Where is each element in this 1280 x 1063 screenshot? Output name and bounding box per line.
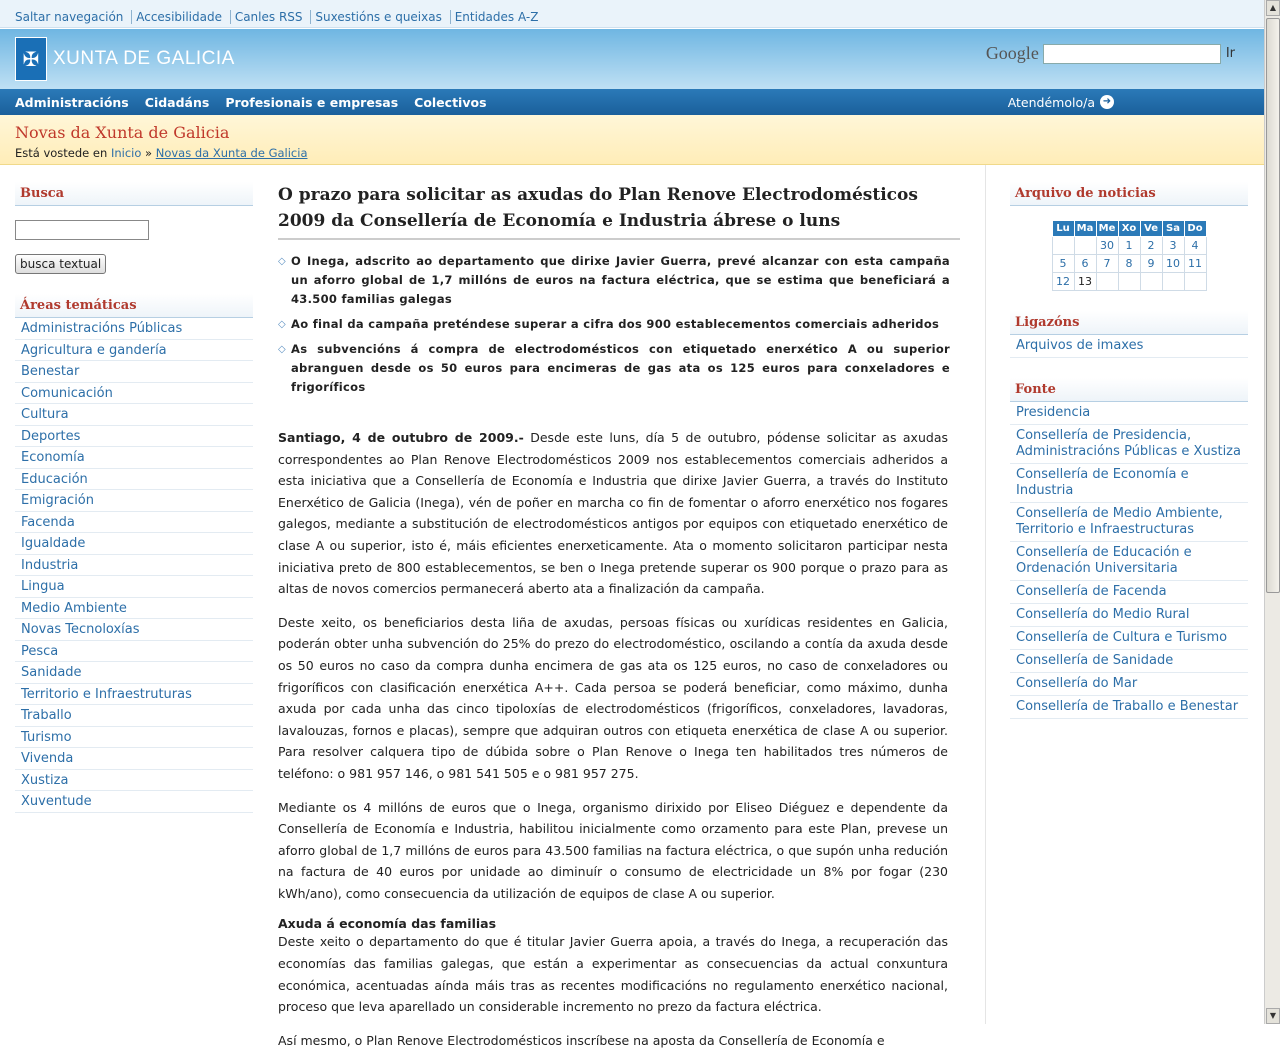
scroll-down-icon[interactable]: ▼ [1266,1008,1280,1024]
skip-navigation-link[interactable]: Saltar navegación [15,10,124,24]
area-link[interactable]: Vivenda [21,751,74,766]
source-link[interactable]: Consellería de Economía e Industria [1016,467,1189,498]
area-item [15,469,253,491]
calendar-day-header: Lu [1052,221,1074,237]
area-link[interactable]: Educación [21,471,88,487]
source-item [1010,604,1248,627]
news-calendar [1052,220,1207,291]
area-item [15,555,253,577]
article-title: O prazo para solicitar as axudas do Plan Renove Electrodomésticos 2009 da Consellería de Economía e Industria ábrese o luns [278,182,960,240]
calendar-day-header: Do [1184,221,1206,237]
logo-text: XUNTA DE GALICIA [53,48,235,69]
source-link[interactable]: Consellería do Mar [1016,676,1138,691]
area-link[interactable]: Xustiza [21,772,69,788]
scrollbar-thumb[interactable] [1266,18,1280,593]
area-item [15,533,253,555]
source-item [1010,503,1248,542]
attend-link[interactable] [1008,95,1114,110]
area-item [15,447,253,469]
calendar-day [1140,273,1162,291]
archive-title: Arquivo de noticias [1010,182,1248,206]
source-list [1010,402,1248,719]
area-item [15,512,253,534]
area-link[interactable]: Igualdade [21,536,86,551]
area-item [15,318,253,340]
column-divider [985,165,986,1024]
google-search-input[interactable] [1043,44,1221,64]
xunta-logo[interactable] [15,37,235,81]
top-links-bar [0,0,1264,28]
main-nav [0,89,1264,115]
source-link[interactable]: Consellería de Educación e Ordenación Universitaria [1016,545,1192,576]
article-paragraph: Mediante os 4 millóns de euros que o Inega, organismo dirixido por Eliseo Diéguez e dependente da Consellería de Economía e Industria, habilitou inicialmente como orzamento para este Plan, prevese un aforro global de 1,7 millóns de euros para 43.500 familias na factura eléctrica, o que supón unha redución na factura de 40 euros por unidade ao diminuír o consumo de electricidade un 8% por fogar (230 kWh/ano), como consecuencia da utilización de equipos de clase A ou superior. [278,799,948,901]
area-link[interactable]: Agricultura e gandería [21,342,167,358]
area-link[interactable]: Territorio e Infraestruturas [21,686,192,702]
source-link[interactable]: Consellería de Facenda [1016,584,1167,599]
article [278,182,960,1063]
source-item [1010,696,1248,719]
nav-profesionais[interactable]: Profesionais e empresas [225,94,399,110]
source-item [1010,673,1248,696]
calendar-week [1052,273,1206,291]
suggestions-link[interactable]: Suxestións e queixas [310,10,446,24]
calendar-day[interactable]: 12 [1052,273,1074,291]
calendar-day[interactable]: 30 [1096,237,1118,255]
source-item [1010,464,1248,503]
area-item [15,576,253,598]
attend-label: Atendémolo/a [1007,94,1095,110]
source-item [1010,627,1248,650]
source-link[interactable]: Consellería de Sanidade [1016,653,1174,668]
breadcrumb-current[interactable]: Novas da Xunta de Galicia [155,146,308,160]
left-sidebar [15,182,253,813]
source-link[interactable]: Consellería de Cultura e Turismo [1016,630,1228,645]
area-link[interactable]: Novas Tecnoloxías [21,622,140,637]
nav-colectivos[interactable]: Colectivos [414,94,487,110]
calendar-day [1096,273,1118,291]
area-item [15,404,253,426]
google-search [986,43,1235,64]
calendar-day[interactable]: 6 [1074,255,1096,273]
article-body [278,427,948,1051]
xunta-emblem-icon: ✠ [15,37,47,81]
source-title: Fonte [1010,378,1248,402]
area-link[interactable]: Lingua [21,579,65,594]
source-link[interactable]: Presidencia [1016,405,1091,420]
areas-title: Áreas temáticas [15,294,253,318]
arrow-right-icon: ➜ [1100,95,1114,109]
calendar-week [1052,237,1206,255]
area-item [15,705,253,727]
article-paragraph [278,427,948,600]
calendar-day [1074,237,1096,255]
calendar-day[interactable]: 1 [1118,237,1140,255]
area-item [15,641,253,663]
area-item [15,598,253,620]
area-link[interactable]: Sanidade [21,665,82,680]
google-logo: Google [985,43,1039,63]
text-search-button[interactable]: busca textual [15,254,106,274]
area-link[interactable]: Industria [21,557,79,573]
area-item [15,748,253,770]
calendar-day[interactable]: 4 [1184,237,1206,255]
area-link[interactable]: Benestar [21,364,80,379]
links-title: Ligazóns [1010,311,1248,335]
area-item [15,619,253,641]
article-paragraph: Deste xeito o departamento do que é titular Javier Guerra apoia, a través do Inega, a recuperación das economías das familias galegas, que están a experimentar as consecuencias da actual conxuntura económica, acentuadas aínda máis tras as recentes modificacións no regulamento enerxético nacional, proceso que leva aparellado un considerable incremento no prezo da factura eléctrica. [278,934,948,1015]
calendar-day-header: Sa [1162,221,1184,237]
breadcrumb-home[interactable]: Inicio [110,146,142,160]
area-link[interactable]: Facenda [21,514,75,530]
calendar-day[interactable]: 2 [1140,237,1162,255]
calendar-day [1118,273,1140,291]
area-item [15,426,253,448]
related-item [1010,335,1248,358]
right-sidebar [1010,182,1248,719]
calendar-week [1052,255,1206,273]
area-item [15,727,253,749]
calendar-day [1162,273,1184,291]
area-item [15,791,253,813]
vertical-scrollbar[interactable] [1264,0,1280,1024]
area-link[interactable]: Xuventude [21,794,92,809]
areas-list [15,318,253,813]
nav-cidadans[interactable]: Cidadáns [144,94,210,110]
related-link[interactable]: Arquivos de imaxes [1016,338,1144,353]
area-link[interactable]: Comunicación [21,385,113,401]
source-link[interactable]: Consellería de Traballo e Benestar [1016,699,1239,714]
dateline: Santiago, 4 de outubro de 2009.- [278,430,524,445]
source-link[interactable]: Consellería de Medio Ambiente, Territorio e Infraestructuras [1016,506,1223,537]
calendar-day-header: Ma [1074,221,1096,237]
area-item [15,361,253,383]
article-paragraph: Deste xeito, os beneficiarios desta liña de axudas, persoas físicas ou xurídicas residentes en Galicia, poderán obter unha subvención do 25% do prezo do electrodoméstico, oscilando a contía da axuda desde os 50 euros no caso da compra dunha encimera de gas ata os 125 euros, no caso de conxeladores ou frigoríficos con clasificación enerxética A++. Cada persoa se poderá beneficiar, como máximo, dunha axuda por cada unha das cinco tipoloxías de electrodomésticos (frigoríficos, conxeladores, lavadoras, lavalouzas, fornos e placas), sempre que adquiran outros con etiqueta enerxética de clase A ou superior. Para resolver calquera tipo de dúbida sobre o Plan Renove o Inega ten habilitados tres números de teléfono: o 981 957 146, o 981 541 505 e o 981 957 275. [278,614,948,781]
calendar-day[interactable]: 13 [1074,273,1096,291]
links-section [1010,311,1248,358]
calendar-day [1184,273,1206,291]
source-item [1010,542,1248,581]
area-link[interactable]: Traballo [21,708,72,723]
calendar-day-header: Me [1096,221,1118,237]
area-link[interactable]: Medio Ambiente [21,600,127,616]
entities-az-link[interactable]: Entidades A-Z [450,10,543,24]
area-item [15,662,253,684]
rss-link[interactable]: Canles RSS [230,10,307,24]
calendar-day[interactable]: 3 [1162,237,1184,255]
accessibility-link[interactable]: Accesibilidade [131,10,226,24]
area-item [15,684,253,706]
area-link[interactable]: Economía [21,450,85,465]
breadcrumb [15,146,1249,160]
page-title: Novas da Xunta de Galicia [15,123,230,142]
area-link[interactable]: Turismo [21,729,72,745]
calendar-day[interactable]: 7 [1096,255,1118,273]
text-search-input[interactable] [15,220,149,240]
source-section [1010,378,1248,719]
highlight-item: ◇ As subvencións á compra de electrodomésticos con etiquetado enerxético A ou superior abranguen desde os 50 euros para encimeras de gas ata os 125 euros para conxeladores e frigoríficos [278,340,950,397]
calendar-day-header: Xo [1118,221,1140,237]
search-box-title: Busca [15,182,253,206]
scroll-up-icon[interactable]: ▲ [1266,0,1280,16]
site-header [0,29,1264,89]
calendar-day [1052,237,1074,255]
area-link[interactable]: Administracións Públicas [21,321,183,336]
area-link[interactable]: Cultura [21,407,69,422]
breadcrumb-band [0,115,1264,165]
area-link[interactable]: Pesca [21,643,59,659]
article-highlights [278,252,960,397]
source-link[interactable]: Consellería de Presidencia, Administracións Públicas e Xustiza [1016,428,1241,459]
nav-administracions[interactable]: Administracións [15,94,129,110]
area-item [15,490,253,512]
highlight-item: ◇ Ao final da campaña preténdese superar a cifra dos 900 establecementos comerciais adheridos [278,315,950,334]
area-link[interactable]: Emigración [21,493,95,508]
area-item [15,340,253,362]
calendar-day[interactable]: 9 [1140,255,1162,273]
source-item [1010,402,1248,425]
breadcrumb-separator: » [145,146,153,160]
source-link[interactable]: Consellería do Medio Rural [1016,607,1190,622]
calendar-day[interactable]: 11 [1184,255,1206,273]
calendar-day[interactable]: 5 [1052,255,1074,273]
calendar-day[interactable]: 10 [1162,255,1184,273]
article-paragraph: Así mesmo, o Plan Renove Electrodomésticos inscríbese na aposta da Consellería de Economía e [278,1032,885,1048]
area-item [15,383,253,405]
highlight-item: ◇ O Inega, adscrito ao departamento que dirixe Javier Guerra, prevé alcanzar con esta campaña un aforro global de 1,7 millóns de euros na factura eléctrica, que se estima que beneficiará a 43.500 familias galegas [278,252,950,309]
source-item [1010,581,1248,604]
source-item [1010,650,1248,673]
area-item [15,770,253,792]
calendar-day-header: Ve [1140,221,1162,237]
breadcrumb-prefix: Está vostede en [15,146,108,160]
area-link[interactable]: Deportes [21,428,81,444]
links-list [1010,335,1248,358]
source-item [1010,425,1248,464]
paragraph-text: Desde este luns, día 5 de outubro, pódense solicitar as axudas correspondentes ao Plan Renove Electrodomésticos 2009 nos establecementos comerciais adheridos a esta iniciativa que a Consellería de Economía e Industria que dirixe Javier Guerra, a través do Instituto Enerxético de Galicia (Inega), vén de poñer en marcha co fin de fomentar o aforro enerxético nos fogares galegos, mediante a substitución de electrodomésticos antigos por equipos con etiquetado enerxético de clase A ou superior, isto é, máis eficientes enerxeticamente. Ata o momento solicitaron participar nesta iniciativa preto de 800 establecementos, se ben o Inega pretende superar os 900 porque o prazo para as altas de novos comercios permanecerá aberto ata a finalización da campaña. [278,430,948,597]
google-search-button[interactable]: Ir [1225,46,1235,61]
thematic-areas [15,294,253,813]
article-subheading: Axuda á economía das familias [278,916,497,932]
calendar-day[interactable]: 8 [1118,255,1140,273]
